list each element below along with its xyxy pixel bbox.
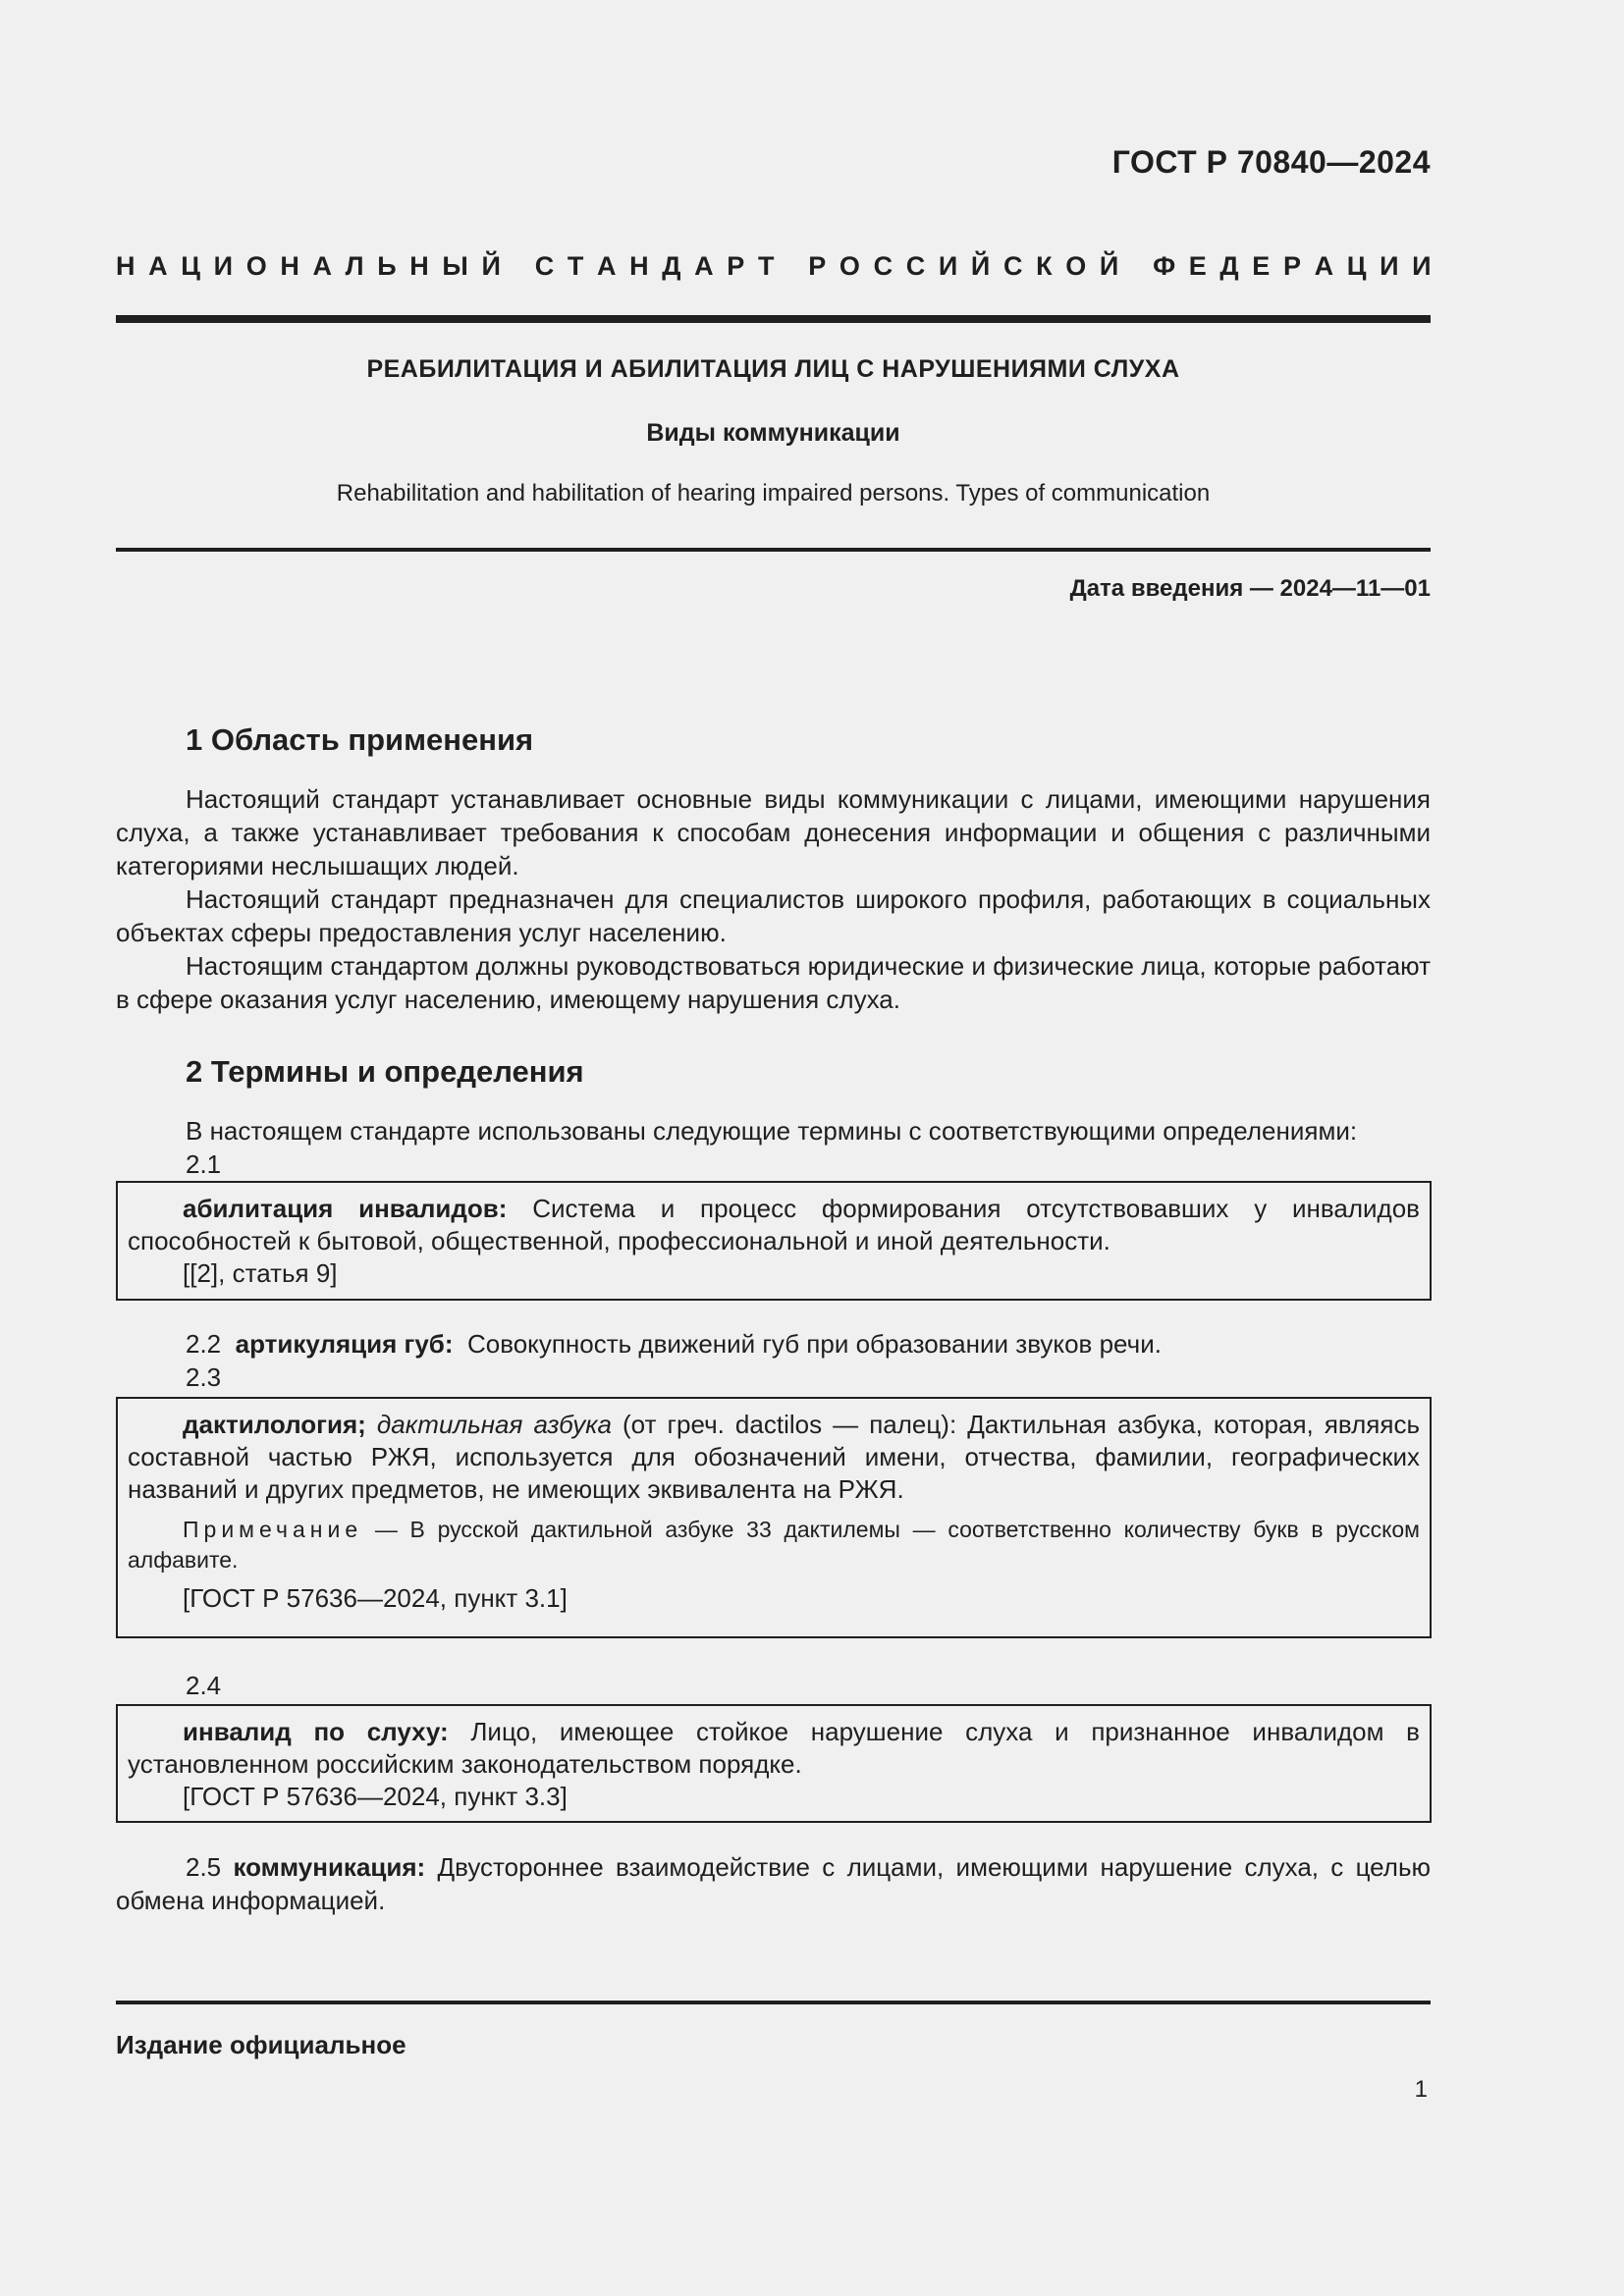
banner-letter: Е bbox=[1188, 251, 1207, 281]
banner-letter: Н bbox=[116, 251, 135, 281]
definition: (от греч. dactilos — палец): Дактильная азбука, которая, являясь составной частью РЖЯ, используется для обозначений имени, отчества, фамилии, географических названий и других предметов, не имеющих эквивалента на РЖЯ. bbox=[128, 1410, 1420, 1504]
term-number: 2.4 bbox=[186, 1671, 222, 1700]
banner-letter: Й bbox=[970, 251, 991, 281]
banner-letter: Й bbox=[481, 251, 501, 281]
term-source: [ГОСТ Р 57636—2024, пункт 3.3] bbox=[183, 1782, 568, 1811]
definition: Лицо, имеющее стойкое нарушение слуха и признанное инвалидом в установленном российским законодательством порядке. bbox=[128, 1717, 1420, 1779]
banner-space bbox=[787, 251, 795, 282]
banner-letter: О bbox=[1065, 251, 1087, 281]
edition-label: Издание официальное bbox=[116, 2030, 406, 2059]
banner-letter: А bbox=[312, 251, 332, 281]
banner-letter: И bbox=[938, 251, 958, 281]
banner-letter: И bbox=[1412, 251, 1432, 281]
term-paragraph bbox=[116, 1850, 1431, 1917]
term: абилитация инвалидов: bbox=[183, 1194, 508, 1223]
standard-banner bbox=[116, 251, 1432, 282]
banner-letter: Н bbox=[280, 251, 299, 281]
top-divider bbox=[116, 315, 1431, 323]
section-1-heading: 1 Область применения bbox=[186, 722, 534, 757]
banner-letter: Д bbox=[1219, 251, 1239, 281]
banner-letter: А bbox=[1314, 251, 1334, 281]
banner-letter: И bbox=[1380, 251, 1399, 281]
footer-divider bbox=[116, 2001, 1431, 2004]
banner-letter: А bbox=[694, 251, 714, 281]
document-subtitle: Виды коммуникации bbox=[646, 419, 900, 447]
banner-letter: Е bbox=[1252, 251, 1271, 281]
banner-letter: И bbox=[213, 251, 234, 281]
banner-space bbox=[1132, 251, 1140, 282]
section-2-intro: В настоящем стандарте использованы следующие термины с соответствующими определениями: bbox=[186, 1116, 1358, 1146]
document-title: РЕАБИЛИТАЦИЯ И АБИЛИТАЦИЯ ЛИЦ С НАРУШЕНИЯМИ СЛУХА bbox=[366, 355, 1180, 383]
banner-letter: С bbox=[1002, 251, 1023, 281]
section-2-heading: 2 Термины и определения bbox=[186, 1054, 584, 1089]
term-source: [[2], статья 9] bbox=[183, 1258, 338, 1288]
banner-letter: С bbox=[534, 251, 555, 281]
banner-letter: Ь bbox=[377, 251, 397, 281]
banner-letter: Л bbox=[345, 251, 364, 281]
paragraph: Настоящим стандартом должны руководствоваться юридические и физические лица, которые работают в сфере оказания услуг населению, имеющему нарушения слуха. bbox=[116, 951, 1431, 1014]
paragraph: Настоящий стандарт устанавливает основные виды коммуникации с лицами, имеющими нарушения слуха, а также устанавливает требования к способам донесения информации и общения с различными категориями неслышащих людей. bbox=[116, 784, 1431, 881]
document-code: ГОСТ Р 70840—2024 bbox=[1111, 144, 1431, 180]
banner-space bbox=[514, 251, 522, 282]
introduction-date: Дата введения — 2024—11—01 bbox=[1069, 575, 1431, 602]
definition: Система и процесс формирования отсутствовавших у инвалидов способностей к бытовой, общественной, профессиональной и иной деятельности. bbox=[128, 1194, 1420, 1255]
term: коммуникация: bbox=[233, 1852, 426, 1882]
term-line bbox=[186, 1327, 1162, 1361]
term-box bbox=[116, 1704, 1432, 1823]
title-divider bbox=[116, 548, 1431, 552]
banner-letter: Ы bbox=[442, 251, 468, 281]
banner-letter: Т bbox=[567, 251, 584, 281]
banner-letter: Р bbox=[1282, 251, 1301, 281]
note-label: Примечание bbox=[183, 1517, 363, 1542]
term-note bbox=[128, 1515, 1420, 1575]
term-source: [ГОСТ Р 57636—2024, пункт 3.1] bbox=[183, 1583, 568, 1613]
term-box bbox=[116, 1181, 1432, 1301]
banner-letter: Ц bbox=[1346, 251, 1367, 281]
banner-letter: А bbox=[148, 251, 168, 281]
banner-letter: О bbox=[245, 251, 267, 281]
term: дактилология; bbox=[183, 1410, 366, 1439]
term-synonym: дактильная азбука bbox=[376, 1410, 612, 1439]
banner-letter: А bbox=[596, 251, 617, 281]
banner-letter: Д bbox=[662, 251, 681, 281]
banner-letter: Ф bbox=[1153, 251, 1176, 281]
banner-letter: Т bbox=[757, 251, 775, 281]
term-number: 2.1 bbox=[186, 1149, 222, 1179]
definition: Совокупность движений губ при образовании звуков речи. bbox=[466, 1329, 1162, 1359]
banner-letter: К bbox=[1036, 251, 1053, 281]
term: артикуляция губ: bbox=[235, 1329, 454, 1359]
banner-letter: Й bbox=[1099, 251, 1119, 281]
term-box bbox=[116, 1397, 1432, 1638]
term-number: 2.2 bbox=[186, 1329, 222, 1359]
banner-letter: Р bbox=[727, 251, 745, 281]
banner-letter: Ц bbox=[181, 251, 201, 281]
banner-letter: С bbox=[905, 251, 926, 281]
note-text: — В русской дактильной азбуке 33 дактилемы — соответственно количеству букв в русском алфавите. bbox=[128, 1517, 1420, 1573]
paragraph: Настоящий стандарт предназначен для специалистов широкого профиля, работающих в социальных объектах сферы предоставления услуг населению. bbox=[116, 884, 1431, 947]
banner-letter: Р bbox=[808, 251, 827, 281]
banner-letter: Н bbox=[629, 251, 649, 281]
banner-letter: Н bbox=[409, 251, 429, 281]
page-number: 1 bbox=[1414, 2076, 1428, 2103]
definition: Двустороннее взаимодействие с лицами, имеющими нарушение слуха, с целью обмена информацией. bbox=[116, 1852, 1431, 1915]
term-number: 2.3 bbox=[186, 1362, 222, 1392]
section-1-body bbox=[116, 782, 1431, 1016]
term: инвалид по слуху: bbox=[183, 1717, 449, 1746]
term-number: 2.5 bbox=[186, 1852, 222, 1882]
document-title-english: Rehabilitation and habilitation of hearing impaired persons. Types of communication bbox=[336, 480, 1211, 507]
banner-letter: С bbox=[873, 251, 893, 281]
banner-letter: О bbox=[839, 251, 860, 281]
